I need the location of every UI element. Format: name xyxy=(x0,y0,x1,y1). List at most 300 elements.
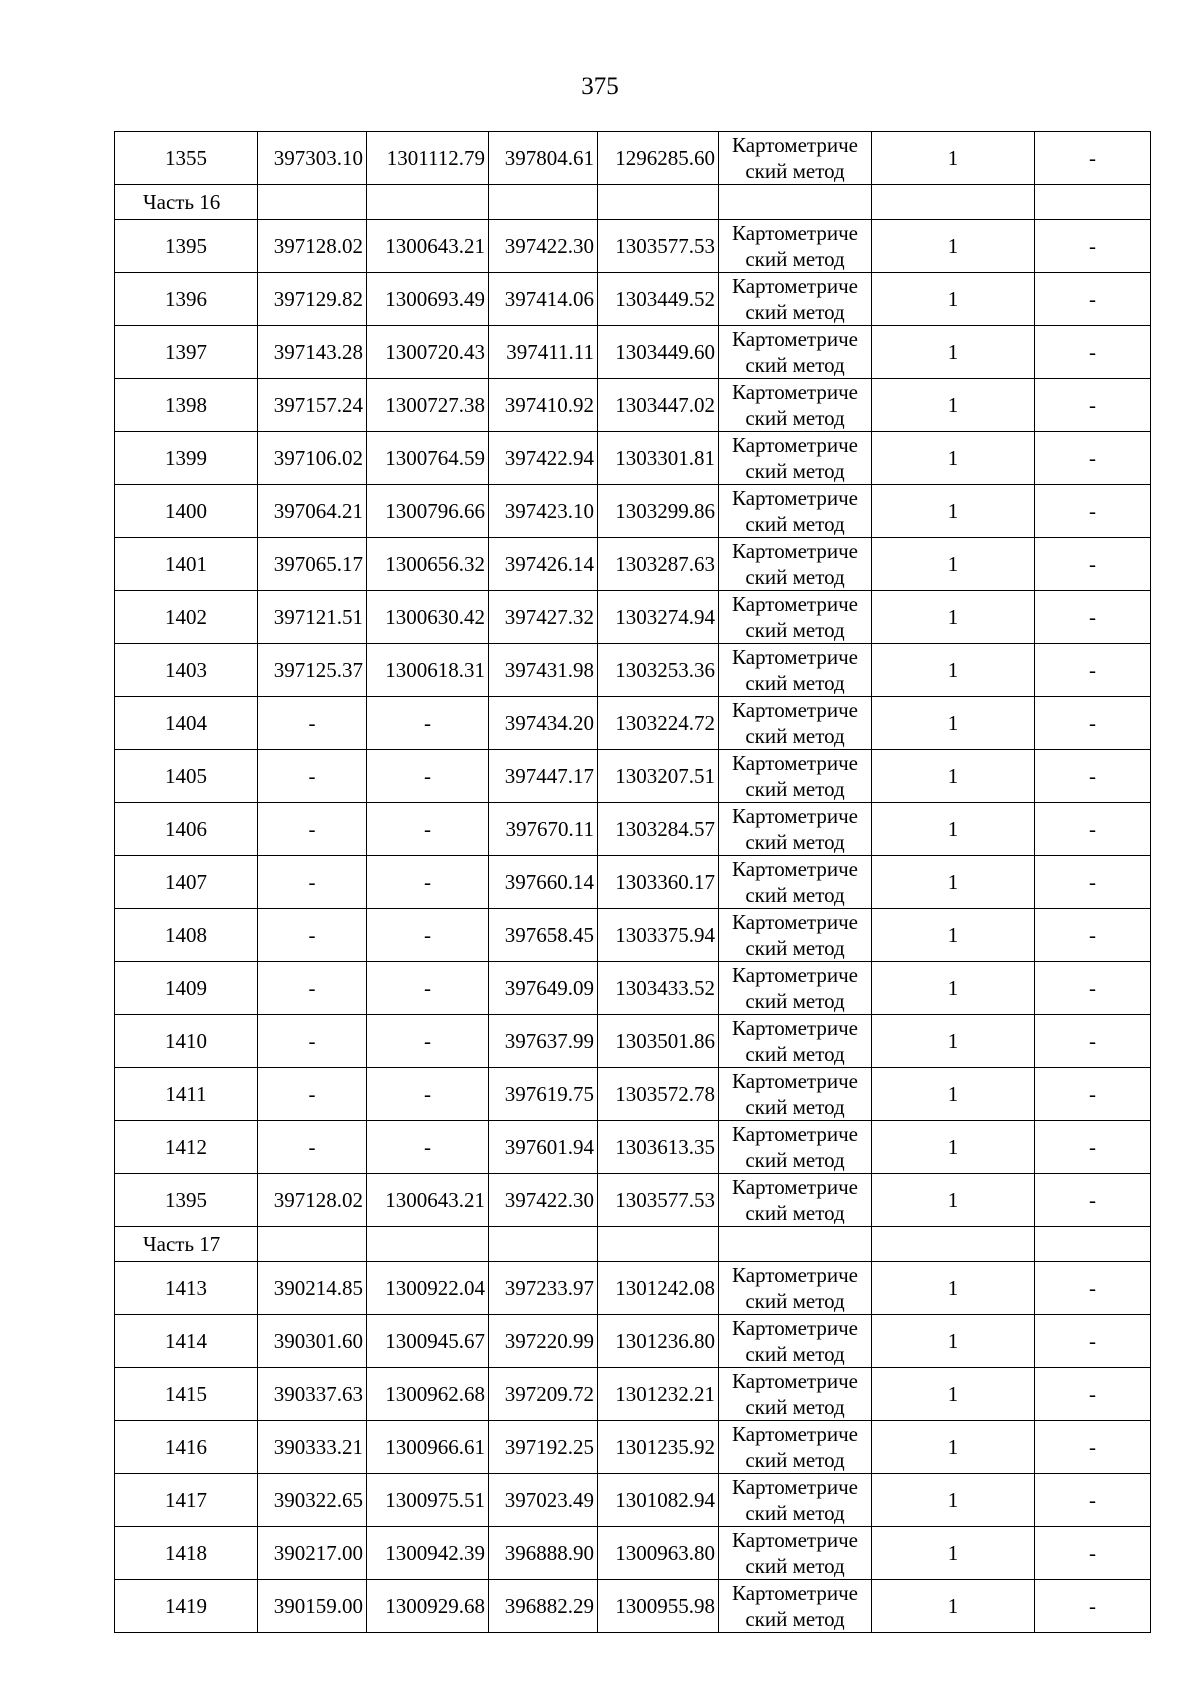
method-line-2: ский метод xyxy=(745,989,845,1013)
x-coordinate-existing-cell: 397143.28 xyxy=(258,326,367,379)
x-coordinate-existing-cell: - xyxy=(258,1015,367,1068)
method-line-1: Картометриче xyxy=(732,1175,858,1199)
point-id-cell: 1414 xyxy=(115,1315,258,1368)
x-coordinate-existing-cell: - xyxy=(258,962,367,1015)
method-cell xyxy=(719,1174,872,1227)
y-coordinate-new-cell: 1303572.78 xyxy=(598,1068,719,1121)
method-line-2: ский метод xyxy=(745,247,845,271)
method-line-2: ский метод xyxy=(745,1607,845,1631)
accuracy-cell: 1 xyxy=(872,1068,1035,1121)
point-id-cell: 1417 xyxy=(115,1474,258,1527)
x-coordinate-new-cell: 397423.10 xyxy=(489,485,598,538)
x-coordinate-existing-cell: 397128.02 xyxy=(258,1174,367,1227)
table-row xyxy=(115,273,1151,326)
table-row xyxy=(115,644,1151,697)
empty-cell xyxy=(258,1227,367,1262)
y-coordinate-new-cell: 1303224.72 xyxy=(598,697,719,750)
section-header-row xyxy=(115,185,1151,220)
point-id-cell: 1402 xyxy=(115,591,258,644)
point-id-cell: 1419 xyxy=(115,1580,258,1633)
x-coordinate-new-cell: 397649.09 xyxy=(489,962,598,1015)
y-coordinate-new-cell: 1303449.60 xyxy=(598,326,719,379)
y-coordinate-existing-cell: 1301112.79 xyxy=(367,132,489,185)
accuracy-cell: 1 xyxy=(872,962,1035,1015)
point-id-cell: 1399 xyxy=(115,432,258,485)
method-cell xyxy=(719,485,872,538)
x-coordinate-existing-cell: - xyxy=(258,909,367,962)
y-coordinate-existing-cell: 1300929.68 xyxy=(367,1580,489,1633)
y-coordinate-new-cell: 1301242.08 xyxy=(598,1262,719,1315)
note-cell: - xyxy=(1035,432,1151,485)
y-coordinate-existing-cell: - xyxy=(367,750,489,803)
method-cell xyxy=(719,750,872,803)
x-coordinate-new-cell: 397414.06 xyxy=(489,273,598,326)
x-coordinate-new-cell: 397233.97 xyxy=(489,1262,598,1315)
method-cell xyxy=(719,1527,872,1580)
accuracy-cell: 1 xyxy=(872,1121,1035,1174)
x-coordinate-new-cell: 397601.94 xyxy=(489,1121,598,1174)
method-line-1: Картометриче xyxy=(732,963,858,987)
method-cell xyxy=(719,1068,872,1121)
accuracy-cell: 1 xyxy=(872,1262,1035,1315)
accuracy-cell: 1 xyxy=(872,1174,1035,1227)
method-line-1: Картометриче xyxy=(732,1122,858,1146)
point-id-cell: 1408 xyxy=(115,909,258,962)
table-row xyxy=(115,1015,1151,1068)
y-coordinate-new-cell: 1303433.52 xyxy=(598,962,719,1015)
note-cell: - xyxy=(1035,644,1151,697)
note-cell: - xyxy=(1035,1121,1151,1174)
method-cell xyxy=(719,538,872,591)
note-cell: - xyxy=(1035,962,1151,1015)
accuracy-cell: 1 xyxy=(872,1474,1035,1527)
point-id-cell: 1401 xyxy=(115,538,258,591)
method-cell xyxy=(719,803,872,856)
method-cell xyxy=(719,856,872,909)
x-coordinate-existing-cell: 397157.24 xyxy=(258,379,367,432)
y-coordinate-new-cell: 1301235.92 xyxy=(598,1421,719,1474)
point-id-cell: 1395 xyxy=(115,1174,258,1227)
note-cell: - xyxy=(1035,485,1151,538)
table-row xyxy=(115,1580,1151,1633)
y-coordinate-existing-cell: 1300720.43 xyxy=(367,326,489,379)
y-coordinate-existing-cell: - xyxy=(367,909,489,962)
point-id-cell: 1397 xyxy=(115,326,258,379)
method-line-1: Картометриче xyxy=(732,698,858,722)
y-coordinate-existing-cell: 1300764.59 xyxy=(367,432,489,485)
note-cell: - xyxy=(1035,591,1151,644)
y-coordinate-new-cell: 1303577.53 xyxy=(598,1174,719,1227)
y-coordinate-existing-cell: - xyxy=(367,1068,489,1121)
point-id-cell: 1409 xyxy=(115,962,258,1015)
x-coordinate-new-cell: 397023.49 xyxy=(489,1474,598,1527)
accuracy-cell: 1 xyxy=(872,803,1035,856)
method-line-2: ский метод xyxy=(745,724,845,748)
accuracy-cell: 1 xyxy=(872,326,1035,379)
method-cell xyxy=(719,326,872,379)
x-coordinate-new-cell: 397410.92 xyxy=(489,379,598,432)
method-line-1: Картометриче xyxy=(732,221,858,245)
accuracy-cell: 1 xyxy=(872,856,1035,909)
y-coordinate-new-cell: 1303253.36 xyxy=(598,644,719,697)
point-id-cell: 1411 xyxy=(115,1068,258,1121)
note-cell: - xyxy=(1035,538,1151,591)
coordinates-table xyxy=(114,131,1151,1633)
table-row xyxy=(115,909,1151,962)
point-id-cell: 1412 xyxy=(115,1121,258,1174)
x-coordinate-new-cell: 397427.32 xyxy=(489,591,598,644)
y-coordinate-existing-cell: 1300942.39 xyxy=(367,1527,489,1580)
method-line-1: Картометриче xyxy=(732,1475,858,1499)
point-id-cell: 1400 xyxy=(115,485,258,538)
accuracy-cell: 1 xyxy=(872,132,1035,185)
y-coordinate-existing-cell: 1300643.21 xyxy=(367,1174,489,1227)
point-id-cell: 1418 xyxy=(115,1527,258,1580)
empty-cell xyxy=(598,1227,719,1262)
y-coordinate-new-cell: 1303207.51 xyxy=(598,750,719,803)
accuracy-cell: 1 xyxy=(872,1527,1035,1580)
x-coordinate-new-cell: 397431.98 xyxy=(489,644,598,697)
x-coordinate-existing-cell: 397121.51 xyxy=(258,591,367,644)
y-coordinate-existing-cell: 1300643.21 xyxy=(367,220,489,273)
y-coordinate-new-cell: 1300963.80 xyxy=(598,1527,719,1580)
accuracy-cell: 1 xyxy=(872,697,1035,750)
method-line-2: ский метод xyxy=(745,1095,845,1119)
table-row xyxy=(115,538,1151,591)
method-line-1: Картометриче xyxy=(732,857,858,881)
y-coordinate-existing-cell: 1300796.66 xyxy=(367,485,489,538)
x-coordinate-existing-cell: 390333.21 xyxy=(258,1421,367,1474)
y-coordinate-new-cell: 1300955.98 xyxy=(598,1580,719,1633)
empty-cell xyxy=(489,1227,598,1262)
y-coordinate-new-cell: 1303501.86 xyxy=(598,1015,719,1068)
table-row xyxy=(115,1421,1151,1474)
table-row xyxy=(115,132,1151,185)
method-line-2: ский метод xyxy=(745,830,845,854)
section-header-row xyxy=(115,1227,1151,1262)
x-coordinate-existing-cell: - xyxy=(258,1121,367,1174)
y-coordinate-new-cell: 1303449.52 xyxy=(598,273,719,326)
point-id-cell: 1407 xyxy=(115,856,258,909)
empty-cell xyxy=(489,185,598,220)
y-coordinate-new-cell: 1301232.21 xyxy=(598,1368,719,1421)
method-line-2: ский метод xyxy=(745,459,845,483)
method-cell xyxy=(719,432,872,485)
table-row xyxy=(115,856,1151,909)
method-line-1: Картометриче xyxy=(732,592,858,616)
table-row xyxy=(115,1368,1151,1421)
x-coordinate-existing-cell: 390322.65 xyxy=(258,1474,367,1527)
method-cell xyxy=(719,909,872,962)
y-coordinate-new-cell: 1303577.53 xyxy=(598,220,719,273)
method-cell xyxy=(719,644,872,697)
point-id-cell: 1396 xyxy=(115,273,258,326)
table-row xyxy=(115,1121,1151,1174)
method-line-2: ский метод xyxy=(745,1342,845,1366)
page-number: 375 xyxy=(581,73,619,100)
x-coordinate-existing-cell: - xyxy=(258,750,367,803)
empty-cell xyxy=(719,1227,872,1262)
table-row xyxy=(115,1527,1151,1580)
x-coordinate-new-cell: 397434.20 xyxy=(489,697,598,750)
method-line-2: ский метод xyxy=(745,777,845,801)
y-coordinate-existing-cell: - xyxy=(367,1121,489,1174)
y-coordinate-existing-cell: 1300975.51 xyxy=(367,1474,489,1527)
y-coordinate-new-cell: 1301082.94 xyxy=(598,1474,719,1527)
method-line-1: Картометриче xyxy=(732,1263,858,1287)
note-cell: - xyxy=(1035,1527,1151,1580)
y-coordinate-existing-cell: 1300618.31 xyxy=(367,644,489,697)
method-line-1: Картометриче xyxy=(732,910,858,934)
x-coordinate-existing-cell: 397064.21 xyxy=(258,485,367,538)
x-coordinate-existing-cell: 397303.10 xyxy=(258,132,367,185)
table-row xyxy=(115,962,1151,1015)
method-line-2: ский метод xyxy=(745,1448,845,1472)
accuracy-cell: 1 xyxy=(872,379,1035,432)
method-line-2: ский метод xyxy=(745,353,845,377)
x-coordinate-new-cell: 397619.75 xyxy=(489,1068,598,1121)
method-cell xyxy=(719,1580,872,1633)
x-coordinate-existing-cell: 397128.02 xyxy=(258,220,367,273)
note-cell: - xyxy=(1035,1174,1151,1227)
y-coordinate-existing-cell: - xyxy=(367,856,489,909)
y-coordinate-existing-cell: - xyxy=(367,697,489,750)
method-cell xyxy=(719,962,872,1015)
accuracy-cell: 1 xyxy=(872,485,1035,538)
y-coordinate-existing-cell: 1300630.42 xyxy=(367,591,489,644)
method-line-1: Картометриче xyxy=(732,1016,858,1040)
method-line-1: Картометриче xyxy=(732,274,858,298)
method-cell xyxy=(719,273,872,326)
y-coordinate-existing-cell: - xyxy=(367,803,489,856)
y-coordinate-new-cell: 1303299.86 xyxy=(598,485,719,538)
accuracy-cell: 1 xyxy=(872,432,1035,485)
y-coordinate-new-cell: 1303613.35 xyxy=(598,1121,719,1174)
point-id-cell: 1406 xyxy=(115,803,258,856)
accuracy-cell: 1 xyxy=(872,1315,1035,1368)
empty-cell xyxy=(367,185,489,220)
x-coordinate-existing-cell: - xyxy=(258,697,367,750)
method-cell xyxy=(719,591,872,644)
section-label: Часть 17 xyxy=(115,1227,258,1262)
x-coordinate-existing-cell: 390301.60 xyxy=(258,1315,367,1368)
accuracy-cell: 1 xyxy=(872,1015,1035,1068)
y-coordinate-new-cell: 1303447.02 xyxy=(598,379,719,432)
empty-cell xyxy=(367,1227,489,1262)
x-coordinate-existing-cell: 390217.00 xyxy=(258,1527,367,1580)
method-line-2: ский метод xyxy=(745,565,845,589)
note-cell: - xyxy=(1035,1421,1151,1474)
table-row xyxy=(115,220,1151,273)
table-row xyxy=(115,803,1151,856)
point-id-cell: 1415 xyxy=(115,1368,258,1421)
table-row xyxy=(115,326,1151,379)
x-coordinate-new-cell: 397426.14 xyxy=(489,538,598,591)
method-line-2: ский метод xyxy=(745,936,845,960)
empty-cell xyxy=(1035,185,1151,220)
point-id-cell: 1395 xyxy=(115,220,258,273)
method-line-1: Картометриче xyxy=(732,486,858,510)
point-id-cell: 1410 xyxy=(115,1015,258,1068)
method-line-1: Картометриче xyxy=(732,133,858,157)
method-line-1: Картометриче xyxy=(732,1369,858,1393)
x-coordinate-new-cell: 397422.30 xyxy=(489,1174,598,1227)
method-line-1: Картометриче xyxy=(732,327,858,351)
x-coordinate-new-cell: 397220.99 xyxy=(489,1315,598,1368)
x-coordinate-existing-cell: 390214.85 xyxy=(258,1262,367,1315)
method-line-1: Картометриче xyxy=(732,380,858,404)
x-coordinate-new-cell: 397422.94 xyxy=(489,432,598,485)
empty-cell xyxy=(872,1227,1035,1262)
x-coordinate-new-cell: 397804.61 xyxy=(489,132,598,185)
table-row xyxy=(115,432,1151,485)
x-coordinate-new-cell: 397670.11 xyxy=(489,803,598,856)
method-line-1: Картометриче xyxy=(732,751,858,775)
method-line-2: ский метод xyxy=(745,1289,845,1313)
y-coordinate-existing-cell: - xyxy=(367,1015,489,1068)
accuracy-cell: 1 xyxy=(872,273,1035,326)
empty-cell xyxy=(598,185,719,220)
section-label: Часть 16 xyxy=(115,185,258,220)
x-coordinate-existing-cell: 397129.82 xyxy=(258,273,367,326)
x-coordinate-existing-cell: 390159.00 xyxy=(258,1580,367,1633)
table-row xyxy=(115,1174,1151,1227)
method-cell xyxy=(719,1315,872,1368)
table-row xyxy=(115,697,1151,750)
method-line-2: ский метод xyxy=(745,1201,845,1225)
method-cell xyxy=(719,1121,872,1174)
method-line-2: ский метод xyxy=(745,512,845,536)
note-cell: - xyxy=(1035,1015,1151,1068)
note-cell: - xyxy=(1035,273,1151,326)
y-coordinate-existing-cell: 1300945.67 xyxy=(367,1315,489,1368)
method-line-1: Картометриче xyxy=(732,1422,858,1446)
method-cell xyxy=(719,1421,872,1474)
method-cell xyxy=(719,1015,872,1068)
method-line-2: ский метод xyxy=(745,671,845,695)
method-line-2: ский метод xyxy=(745,1148,845,1172)
x-coordinate-new-cell: 397660.14 xyxy=(489,856,598,909)
point-id-cell: 1404 xyxy=(115,697,258,750)
empty-cell xyxy=(258,185,367,220)
note-cell: - xyxy=(1035,856,1151,909)
note-cell: - xyxy=(1035,697,1151,750)
point-id-cell: 1405 xyxy=(115,750,258,803)
table-row xyxy=(115,379,1151,432)
x-coordinate-existing-cell: 397125.37 xyxy=(258,644,367,697)
accuracy-cell: 1 xyxy=(872,909,1035,962)
x-coordinate-existing-cell: - xyxy=(258,803,367,856)
method-line-1: Картометриче xyxy=(732,1069,858,1093)
accuracy-cell: 1 xyxy=(872,750,1035,803)
method-line-2: ский метод xyxy=(745,159,845,183)
method-line-2: ский метод xyxy=(745,406,845,430)
x-coordinate-new-cell: 397209.72 xyxy=(489,1368,598,1421)
method-line-1: Картометриче xyxy=(732,1528,858,1552)
accuracy-cell: 1 xyxy=(872,1368,1035,1421)
table-row xyxy=(115,591,1151,644)
table-row xyxy=(115,485,1151,538)
x-coordinate-new-cell: 397422.30 xyxy=(489,220,598,273)
x-coordinate-new-cell: 397447.17 xyxy=(489,750,598,803)
table-row xyxy=(115,1068,1151,1121)
accuracy-cell: 1 xyxy=(872,644,1035,697)
note-cell: - xyxy=(1035,326,1151,379)
accuracy-cell: 1 xyxy=(872,1580,1035,1633)
point-id-cell: 1355 xyxy=(115,132,258,185)
method-line-1: Картометриче xyxy=(732,1581,858,1605)
note-cell: - xyxy=(1035,132,1151,185)
accuracy-cell: 1 xyxy=(872,591,1035,644)
y-coordinate-new-cell: 1301236.80 xyxy=(598,1315,719,1368)
y-coordinate-existing-cell: 1300693.49 xyxy=(367,273,489,326)
note-cell: - xyxy=(1035,909,1151,962)
table-row xyxy=(115,750,1151,803)
note-cell: - xyxy=(1035,1262,1151,1315)
x-coordinate-new-cell: 397411.11 xyxy=(489,326,598,379)
x-coordinate-new-cell: 396882.29 xyxy=(489,1580,598,1633)
x-coordinate-existing-cell: - xyxy=(258,1068,367,1121)
accuracy-cell: 1 xyxy=(872,1421,1035,1474)
y-coordinate-new-cell: 1303274.94 xyxy=(598,591,719,644)
y-coordinate-new-cell: 1303301.81 xyxy=(598,432,719,485)
method-line-1: Картометриче xyxy=(732,433,858,457)
point-id-cell: 1413 xyxy=(115,1262,258,1315)
method-cell xyxy=(719,1262,872,1315)
method-line-2: ский метод xyxy=(745,883,845,907)
method-line-1: Картометриче xyxy=(732,539,858,563)
point-id-cell: 1416 xyxy=(115,1421,258,1474)
note-cell: - xyxy=(1035,1068,1151,1121)
y-coordinate-new-cell: 1303360.17 xyxy=(598,856,719,909)
method-cell xyxy=(719,132,872,185)
x-coordinate-new-cell: 397637.99 xyxy=(489,1015,598,1068)
note-cell: - xyxy=(1035,220,1151,273)
method-cell xyxy=(719,220,872,273)
empty-cell xyxy=(1035,1227,1151,1262)
table-row xyxy=(115,1474,1151,1527)
note-cell: - xyxy=(1035,379,1151,432)
x-coordinate-new-cell: 397192.25 xyxy=(489,1421,598,1474)
method-line-2: ский метод xyxy=(745,300,845,324)
y-coordinate-new-cell: 1303284.57 xyxy=(598,803,719,856)
method-line-2: ский метод xyxy=(745,1395,845,1419)
table-row xyxy=(115,1315,1151,1368)
x-coordinate-existing-cell: 390337.63 xyxy=(258,1368,367,1421)
method-cell xyxy=(719,1368,872,1421)
method-line-2: ский метод xyxy=(745,1554,845,1578)
y-coordinate-existing-cell: 1300656.32 xyxy=(367,538,489,591)
table-body xyxy=(115,132,1151,1633)
empty-cell xyxy=(719,185,872,220)
method-cell xyxy=(719,697,872,750)
x-coordinate-new-cell: 397658.45 xyxy=(489,909,598,962)
method-line-2: ский метод xyxy=(745,618,845,642)
accuracy-cell: 1 xyxy=(872,220,1035,273)
point-id-cell: 1398 xyxy=(115,379,258,432)
method-line-1: Картометриче xyxy=(732,1316,858,1340)
y-coordinate-new-cell: 1303287.63 xyxy=(598,538,719,591)
y-coordinate-existing-cell: 1300962.68 xyxy=(367,1368,489,1421)
note-cell: - xyxy=(1035,803,1151,856)
method-cell xyxy=(719,379,872,432)
method-line-1: Картометриче xyxy=(732,804,858,828)
accuracy-cell: 1 xyxy=(872,538,1035,591)
method-line-1: Картометриче xyxy=(732,645,858,669)
y-coordinate-existing-cell: 1300966.61 xyxy=(367,1421,489,1474)
empty-cell xyxy=(872,185,1035,220)
table-row xyxy=(115,1262,1151,1315)
